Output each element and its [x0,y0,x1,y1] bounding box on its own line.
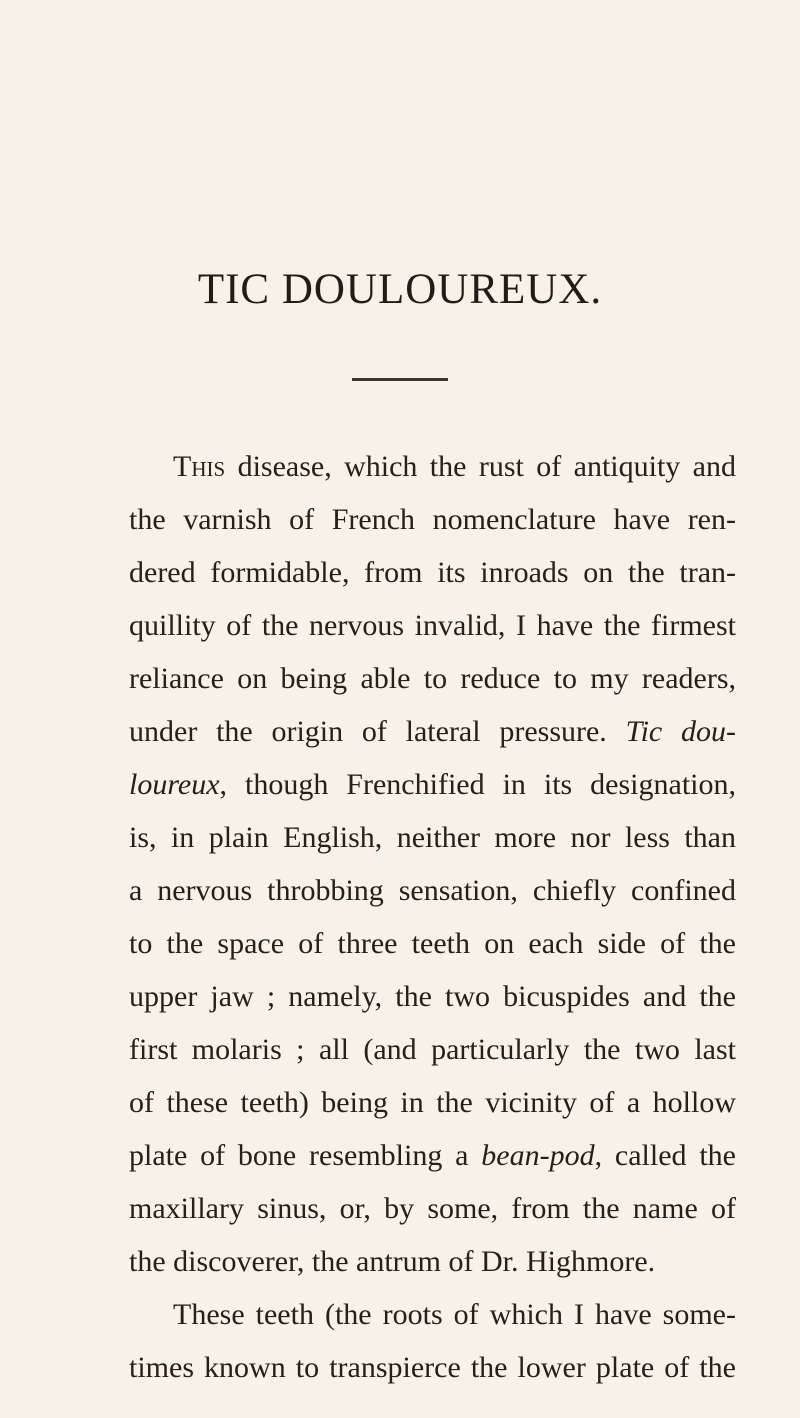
small-caps-lead-word: This [173,450,226,483]
italic-term: loureux [129,768,220,801]
text-line: quillity of the nervous invalid, I have the firmest [129,609,736,642]
text-line: reliance on being able to reduce to my readers, [129,662,736,695]
italic-term: bean-pod [481,1139,595,1172]
text-line: dered formidable, from its inroads on the tran- [129,556,736,589]
text-line: plate of bone resembling a bean-pod, called the [129,1139,736,1172]
chapter-title: TIC DOULOUREUX. [197,266,603,313]
text-line: a nervous throbbing sensation, chiefly confined [129,874,736,907]
text-line: loureux, though Frenchified in its designation, [129,768,736,801]
text-line: is, in plain English, neither more nor less than [129,821,736,854]
text-line: These teeth (the roots of which I have some- [173,1298,736,1331]
text-line: first molaris ; all (and particularly the two last [129,1033,736,1066]
text-line: times known to transpierce the lower plate of the [129,1351,736,1384]
title-divider-rule [352,378,448,381]
text-line: maxillary sinus, or, by some, from the name of [129,1192,736,1225]
text-line: upper jaw ; namely, the two bicuspides and the [129,980,736,1013]
text-line: under the origin of lateral pressure. Tic dou- [129,715,736,748]
text-line: of these teeth) being in the vicinity of a hollow [129,1086,736,1119]
text-line: the varnish of French nomenclature have ren- [129,503,736,536]
text-line: This disease, which the rust of antiquity and [173,450,736,483]
text-line: the discoverer, the antrum of Dr. Highmore. [129,1245,656,1278]
text-line: to the space of three teeth on each side of the [129,927,736,960]
italic-term: Tic dou- [625,715,736,748]
